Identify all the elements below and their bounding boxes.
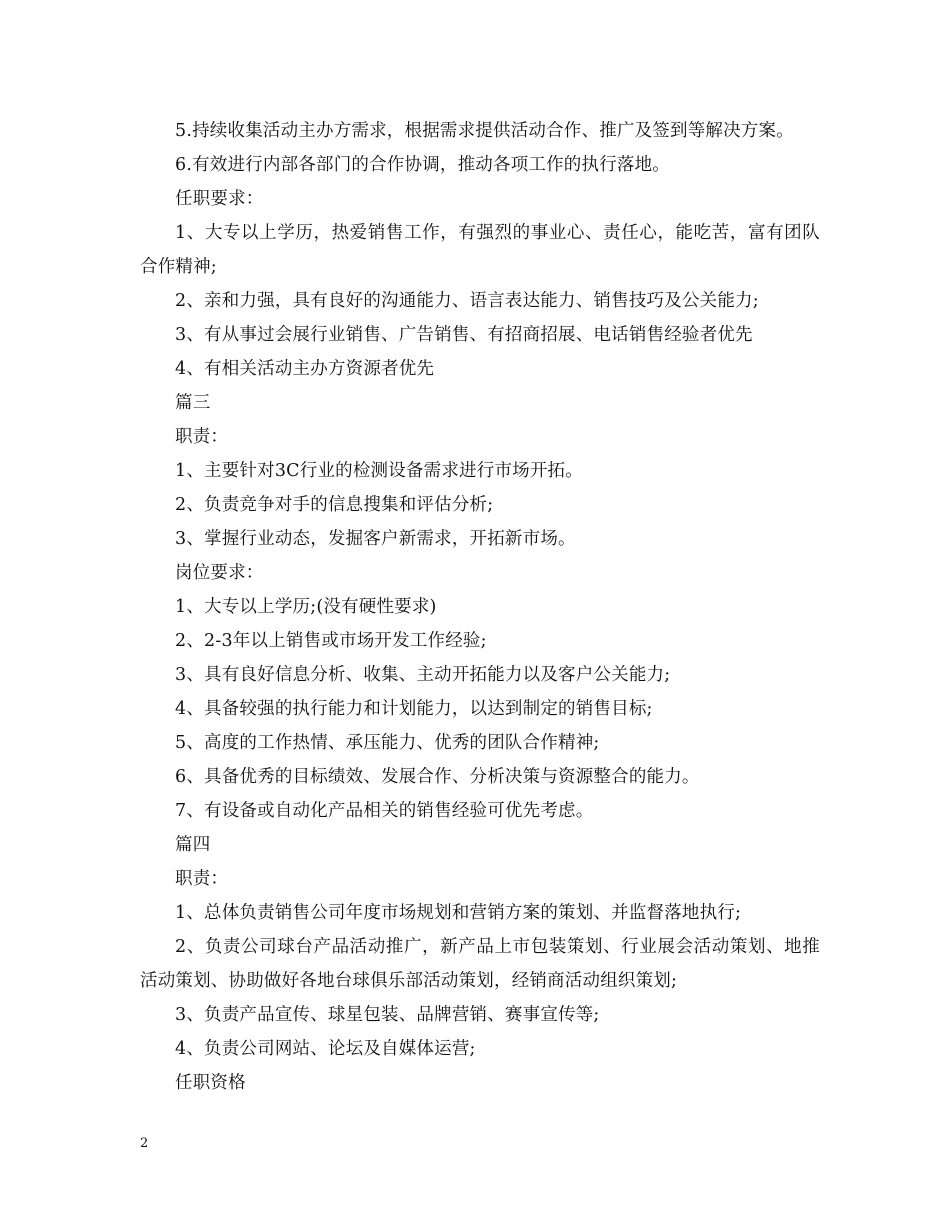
paragraph: 6、具备优秀的目标绩效、发展合作、分析决策与资源整合的能力。: [175, 767, 700, 787]
section-heading: 职责：: [175, 869, 229, 889]
paragraph: 2、2-3年以上销售或市场开发工作经验;: [175, 631, 487, 651]
paragraph: 1、总体负责销售公司年度市场规划和营销方案的策划、并监督落地执行;: [175, 903, 742, 923]
paragraph: 4、具备较强的执行能力和计划能力，以达到制定的销售目标;: [175, 699, 653, 719]
page-number: 2: [140, 1136, 149, 1151]
section-heading: 篇四: [175, 835, 211, 855]
paragraph: 7、有设备或自动化产品相关的销售经验可优先考虑。: [175, 801, 594, 821]
paragraph: 1、大专以上学历，热爱销售工作，有强烈的事业心、责任心，能吃苦，富有团队合作精神;: [140, 223, 820, 277]
paragraph: 2、负责竞争对手的信息搜集和评估分析;: [175, 495, 494, 515]
paragraph: 3、负责产品宣传、球星包装、品牌营销、赛事宣传等;: [175, 1005, 600, 1025]
section-heading: 岗位要求：: [175, 563, 264, 583]
paragraph: 1、大专以上学历;(没有硬性要求): [175, 597, 437, 617]
paragraph: 1、主要针对3C行业的检测设备需求进行市场开拓。: [175, 461, 583, 481]
paragraph: 2、负责公司球台产品活动推广，新产品上市包装策划、行业展会活动策划、地推活动策划、协助做好各地台球俱乐部活动策划，经销商活动组织策划;: [140, 937, 820, 991]
paragraph: 3、具有良好信息分析、收集、主动开拓能力以及客户公关能力;: [175, 665, 671, 685]
paragraph: 5、高度的工作热情、承压能力、优秀的团队合作精神;: [175, 733, 600, 753]
section-heading: 任职资格: [175, 1073, 246, 1093]
section-heading: 篇三: [175, 393, 211, 413]
section-heading: 职责：: [175, 427, 229, 447]
paragraph: 5.持续收集活动主办方需求，根据需求提供活动合作、推广及签到等解决方案。: [175, 121, 794, 141]
paragraph: 3、掌握行业动态，发掘客户新需求，开拓新市场。: [175, 529, 576, 549]
paragraph: 4、有相关活动主办方资源者优先: [175, 359, 435, 379]
paragraph: 4、负责公司网站、论坛及自媒体运营;: [175, 1039, 476, 1059]
paragraph: 6.有效进行内部各部门的合作协调，推动各项工作的执行落地。: [175, 155, 670, 175]
paragraph: 2、亲和力强，具有良好的沟通能力、语言表达能力、销售技巧及公关能力;: [175, 291, 759, 311]
paragraph: 3、有从事过会展行业销售、广告销售、有招商招展、电话销售经验者优先: [175, 325, 753, 345]
section-heading: 任职要求：: [175, 189, 264, 209]
document-body: [140, 114, 820, 1100]
